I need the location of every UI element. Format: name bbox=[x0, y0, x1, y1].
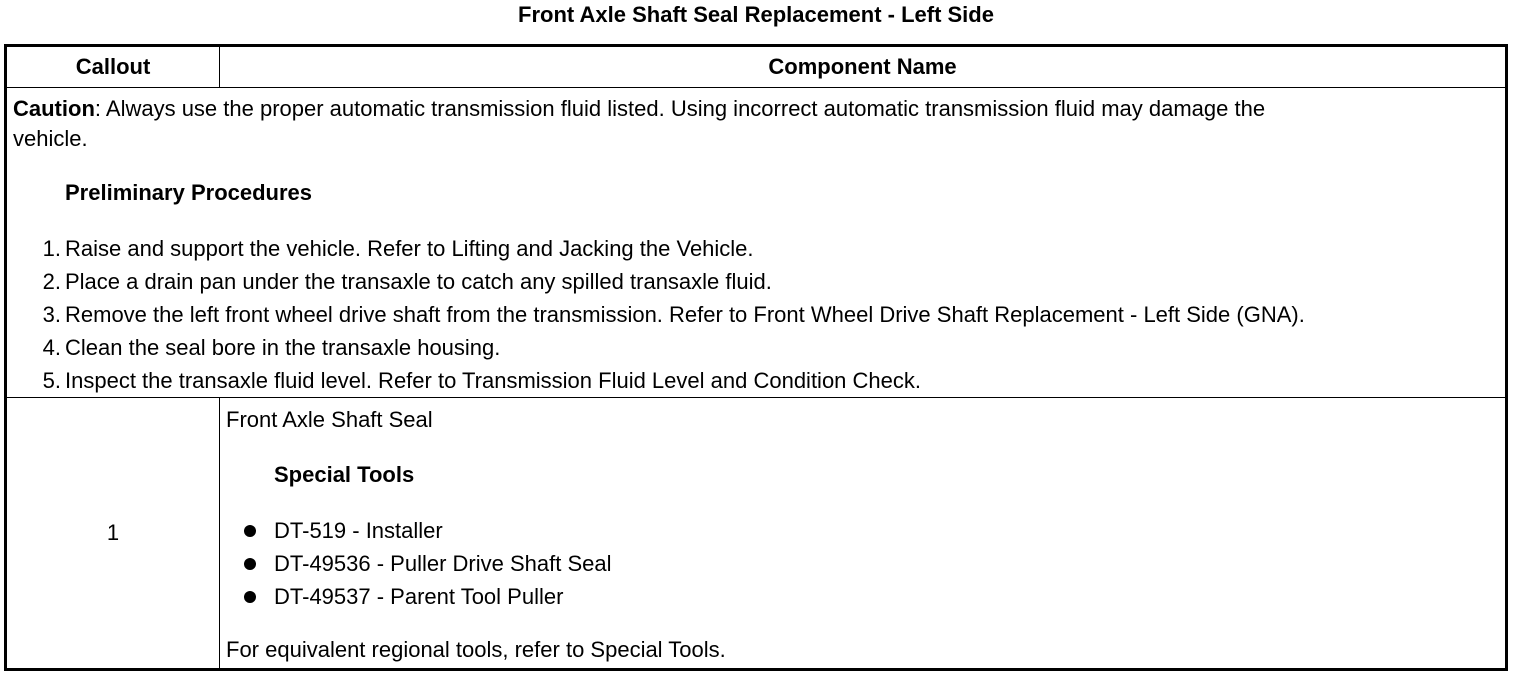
caution-cell bbox=[6, 88, 1507, 398]
step-text: Raise and support the vehicle. Refer to Lifting and Jacking the Vehicle. bbox=[65, 236, 754, 261]
list-item bbox=[13, 298, 1499, 331]
step-number: 4. bbox=[42, 335, 61, 360]
step-text: Place a drain pan under the transaxle to catch any spilled transaxle fluid. bbox=[65, 269, 772, 294]
preliminary-procedures-heading: Preliminary Procedures bbox=[65, 180, 313, 205]
component-cell bbox=[220, 398, 1507, 670]
list-item bbox=[226, 547, 1499, 580]
list-item bbox=[226, 514, 1499, 547]
header-row bbox=[6, 46, 1507, 88]
equivalent-tools-note: For equivalent regional tools, refer to Special Tools. bbox=[226, 637, 726, 662]
caution-text-continued: vehicle. bbox=[13, 126, 88, 151]
component-name: Front Axle Shaft Seal bbox=[226, 407, 433, 432]
special-tools-list bbox=[226, 514, 1499, 613]
list-item bbox=[13, 331, 1499, 364]
list-item bbox=[13, 364, 1499, 397]
caution-row bbox=[6, 88, 1507, 398]
step-text: Clean the seal bore in the transaxle housing. bbox=[65, 335, 501, 360]
bullet-icon bbox=[226, 591, 274, 603]
step-number: 5. bbox=[42, 368, 61, 393]
bullet-icon bbox=[226, 525, 274, 537]
caution-label: Caution bbox=[13, 96, 95, 121]
column-header-callout: Callout bbox=[6, 46, 220, 88]
step-text: Remove the left front wheel drive shaft from the transmission. Refer to Front Wheel Drive Shaft Replacement - Left Side (GNA). bbox=[65, 302, 1305, 327]
table-row bbox=[6, 398, 1507, 670]
page-title: Front Axle Shaft Seal Replacement - Left Side bbox=[518, 2, 994, 27]
tool-name: DT-49536 - Puller Drive Shaft Seal bbox=[274, 551, 612, 576]
step-text: Inspect the transaxle fluid level. Refer to Transmission Fluid Level and Condition Check. bbox=[65, 368, 921, 393]
bullet-icon bbox=[226, 558, 274, 570]
callout-number: 1 bbox=[6, 398, 220, 670]
tool-name: DT-49537 - Parent Tool Puller bbox=[274, 584, 564, 609]
step-number: 2. bbox=[42, 269, 61, 294]
step-number: 1. bbox=[42, 236, 61, 261]
caution-note bbox=[13, 94, 1499, 124]
step-number: 3. bbox=[42, 302, 61, 327]
column-header-component-name: Component Name bbox=[220, 46, 1507, 88]
list-item bbox=[13, 265, 1499, 298]
procedure-table bbox=[4, 44, 1508, 671]
preliminary-steps-list bbox=[13, 232, 1499, 397]
special-tools-heading: Special Tools bbox=[274, 462, 415, 487]
list-item bbox=[13, 232, 1499, 265]
list-item bbox=[226, 580, 1499, 613]
tool-name: DT-519 - Installer bbox=[274, 518, 443, 543]
caution-text: : Always use the proper automatic transmission fluid listed. Using incorrect automatic transmission fluid may damage the bbox=[94, 96, 1266, 121]
